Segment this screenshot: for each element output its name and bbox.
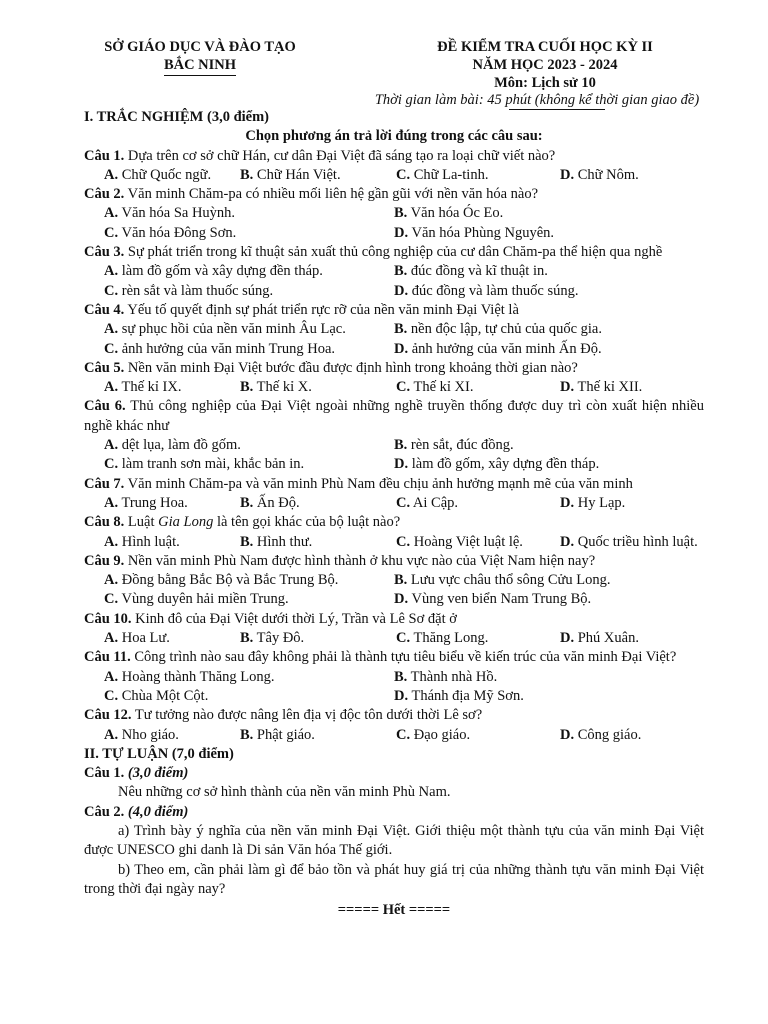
options-row bbox=[84, 455, 704, 474]
option-key: A. bbox=[104, 668, 119, 685]
options-row bbox=[84, 166, 704, 185]
answer-option bbox=[560, 726, 700, 745]
question-label: Câu 11. bbox=[84, 649, 131, 666]
question-2 bbox=[84, 185, 704, 204]
option-key: C. bbox=[104, 456, 119, 473]
answer-option bbox=[104, 590, 394, 609]
answer-option bbox=[104, 436, 394, 455]
option-text: Ấn Độ. bbox=[253, 494, 300, 511]
option-key: A. bbox=[104, 437, 119, 454]
exam-title-block bbox=[385, 38, 705, 92]
answer-option bbox=[394, 687, 684, 706]
option-key: A. bbox=[104, 321, 119, 338]
essay-q2-points: (4,0 điểm) bbox=[127, 803, 189, 820]
question-1 bbox=[84, 147, 704, 166]
option-text: Chữ La-tinh. bbox=[410, 166, 489, 183]
question-text: Thủ công nghiệp của Đại Việt ngoài những nghề truyền thống được duy trì còn xuất hiện nhiều nghề khác như bbox=[84, 398, 704, 434]
essay-question-1 bbox=[84, 764, 704, 783]
question-text: Nền văn minh Phù Nam được hình thành ở khu vực nào của Việt Nam hiện nay? bbox=[124, 552, 596, 569]
province-name: BẮC NINH bbox=[163, 57, 237, 73]
option-text: Quốc triều hình luật. bbox=[574, 533, 698, 550]
options-row bbox=[84, 378, 704, 397]
answer-option bbox=[104, 378, 240, 397]
answer-option bbox=[560, 494, 700, 513]
option-text: đúc đồng và kĩ thuật in. bbox=[407, 263, 548, 280]
answer-option bbox=[396, 378, 560, 397]
option-text: Văn hóa Óc Eo. bbox=[407, 205, 504, 222]
answer-option bbox=[104, 455, 394, 474]
option-key: B. bbox=[240, 494, 254, 511]
option-text: Hoàng Việt luật lệ. bbox=[410, 533, 523, 550]
option-text: rèn sắt và làm thuốc súng. bbox=[118, 282, 274, 299]
question-label: Câu 9. bbox=[84, 552, 125, 569]
answer-option bbox=[104, 262, 394, 281]
option-key: D. bbox=[394, 340, 409, 357]
essay-q2-part-b: b) Theo em, cần phải làm gì để bảo tồn và phát huy giá trị của những thành tựu văn minh Đại Việt trong thời đại ngày nay? bbox=[84, 861, 704, 897]
question-5 bbox=[84, 359, 704, 378]
option-key: A. bbox=[104, 166, 119, 183]
option-key: C. bbox=[396, 379, 411, 396]
question-text: Yếu tố quyết định sự phát triển rực rỡ của nền văn minh Đại Việt là bbox=[124, 301, 519, 318]
option-key: C. bbox=[396, 166, 411, 183]
option-text: ảnh hưởng của văn minh Ấn Độ. bbox=[408, 340, 602, 357]
answer-option bbox=[240, 726, 396, 745]
option-text: Chữ Nôm. bbox=[574, 166, 639, 183]
answer-option bbox=[104, 629, 240, 648]
option-text: Chữ Quốc ngữ. bbox=[118, 166, 212, 183]
options-row bbox=[84, 687, 704, 706]
option-text: Thăng Long. bbox=[410, 630, 489, 647]
option-text: Thánh địa Mỹ Sơn. bbox=[408, 687, 524, 704]
answer-option bbox=[104, 494, 240, 513]
question-7 bbox=[84, 475, 704, 494]
answer-option bbox=[104, 166, 240, 185]
option-text: Chùa Một Cột. bbox=[118, 687, 209, 704]
option-key: D. bbox=[560, 726, 575, 743]
answer-option bbox=[396, 726, 560, 745]
options-row bbox=[84, 726, 704, 745]
option-text: Đạo giáo. bbox=[410, 726, 471, 743]
question-text: là tên gọi khác của bộ luật nào? bbox=[213, 514, 401, 531]
question-label: Câu 8. bbox=[84, 514, 125, 531]
option-key: C. bbox=[396, 630, 411, 647]
essay-q2-label: Câu 2. bbox=[84, 803, 125, 820]
time-allowed: Thời gian làm bài: 45 phút (không kể thời gian giao đề) bbox=[374, 92, 700, 108]
option-key: B. bbox=[240, 533, 254, 550]
answer-option bbox=[560, 629, 700, 648]
option-key: C. bbox=[396, 726, 411, 743]
option-text: Phú Xuân. bbox=[574, 630, 639, 647]
options-row bbox=[84, 533, 704, 552]
answer-option bbox=[394, 590, 684, 609]
option-text: Hoa Lư. bbox=[118, 630, 170, 647]
option-text: Ai Cập. bbox=[410, 494, 459, 511]
header-underline bbox=[164, 75, 236, 76]
question-label: Câu 10. bbox=[84, 610, 132, 627]
option-key: B. bbox=[394, 321, 408, 338]
answer-option bbox=[104, 571, 394, 590]
option-text: Thành nhà Hồ. bbox=[407, 668, 498, 685]
options-row bbox=[84, 224, 704, 243]
option-text: Văn hóa Phùng Nguyên. bbox=[408, 224, 555, 241]
option-key: C. bbox=[104, 282, 119, 299]
question-text: Sự phát triển trong kĩ thuật sản xuất thủ công nghiệp của cư dân Chăm-pa thể hiện qua nghề bbox=[124, 244, 663, 261]
essay-question-2 bbox=[84, 803, 704, 822]
options-row bbox=[84, 340, 704, 359]
exam-header bbox=[0, 38, 768, 108]
option-key: D. bbox=[394, 224, 409, 241]
part2-title: II. TỰ LUẬN (7,0 điểm) bbox=[84, 745, 234, 762]
option-key: B. bbox=[240, 166, 254, 183]
option-text: Thế kỉ X. bbox=[253, 379, 312, 396]
exam-title: ĐỀ KIỂM TRA CUỐI HỌC KỲ II bbox=[437, 39, 653, 55]
options-row bbox=[84, 494, 704, 513]
question-text-italic: Gia Long bbox=[158, 514, 214, 531]
answer-option bbox=[396, 494, 560, 513]
part1-title: I. TRẮC NGHIỆM (3,0 điểm) bbox=[84, 109, 270, 125]
question-label: Câu 2. bbox=[84, 186, 125, 203]
answer-option bbox=[240, 629, 396, 648]
answer-option bbox=[104, 668, 394, 687]
option-key: D. bbox=[394, 591, 409, 608]
option-key: B. bbox=[240, 379, 254, 396]
question-text: Tư tưởng nào được nâng lên địa vị độc tôn dưới thời Lê sơ? bbox=[131, 707, 483, 724]
option-text: Trung Hoa. bbox=[118, 494, 188, 511]
question-label: Câu 1. bbox=[84, 147, 125, 164]
question-label: Câu 5. bbox=[84, 359, 125, 376]
answer-option bbox=[560, 533, 700, 552]
option-key: D. bbox=[560, 533, 575, 550]
answer-option bbox=[396, 629, 560, 648]
question-11 bbox=[84, 648, 704, 667]
essay-q1-text: Nêu những cơ sở hình thành của nền văn minh Phù Nam. bbox=[118, 784, 451, 801]
option-key: B. bbox=[394, 668, 408, 685]
answer-option bbox=[394, 455, 684, 474]
option-key: C. bbox=[104, 340, 119, 357]
option-key: B. bbox=[394, 205, 408, 222]
options-row bbox=[84, 571, 704, 590]
option-key: A. bbox=[104, 205, 119, 222]
department-block bbox=[84, 38, 316, 76]
option-text: rèn sắt, đúc đồng. bbox=[407, 437, 514, 454]
option-key: D. bbox=[394, 687, 409, 704]
option-text: Hoàng thành Thăng Long. bbox=[118, 668, 275, 685]
option-key: D. bbox=[560, 494, 575, 511]
option-key: B. bbox=[394, 263, 408, 280]
option-key: C. bbox=[396, 533, 411, 550]
option-key: A. bbox=[104, 263, 119, 280]
option-text: Hy Lạp. bbox=[574, 494, 626, 511]
question-12 bbox=[84, 706, 704, 725]
option-key: B. bbox=[240, 630, 254, 647]
answer-option bbox=[396, 533, 560, 552]
options-row bbox=[84, 436, 704, 455]
question-label: Câu 6. bbox=[84, 398, 126, 415]
options-row bbox=[84, 204, 704, 223]
option-key: A. bbox=[104, 494, 119, 511]
answer-option bbox=[396, 166, 560, 185]
option-key: B. bbox=[394, 437, 408, 454]
exam-body bbox=[84, 108, 704, 920]
option-key: A. bbox=[104, 726, 119, 743]
answer-option bbox=[240, 166, 396, 185]
answer-option bbox=[394, 668, 684, 687]
answer-option bbox=[394, 340, 684, 359]
answer-option bbox=[104, 687, 394, 706]
option-text: Thế kỉ IX. bbox=[118, 379, 182, 396]
question-text-pre: Luật bbox=[124, 514, 159, 531]
answer-option bbox=[560, 166, 700, 185]
option-text: Công giáo. bbox=[574, 726, 642, 743]
question-6 bbox=[84, 397, 704, 436]
answer-option bbox=[240, 533, 396, 552]
essay-q2-part-a: a) Trình bày ý nghĩa của nền văn minh Đại Việt. Giới thiệu một thành tựu của văn minh Đại Việt được UNESCO ghi danh là Di sản Văn hóa Thế giới. bbox=[84, 822, 704, 859]
option-text: Hình luật. bbox=[118, 533, 180, 550]
option-text: Phật giáo. bbox=[253, 726, 315, 743]
question-8 bbox=[84, 513, 704, 532]
options-row bbox=[84, 282, 704, 301]
question-text: Kinh đô của Đại Việt dưới thời Lý, Trần và Lê Sơ đặt ở bbox=[131, 610, 457, 627]
option-text: Văn hóa Sa Huỳnh. bbox=[118, 205, 236, 222]
option-key: D. bbox=[560, 630, 575, 647]
option-key: D. bbox=[560, 166, 575, 183]
option-text: Nho giáo. bbox=[118, 726, 179, 743]
department-name: SỞ GIÁO DỤC VÀ ĐÀO TẠO bbox=[104, 39, 296, 55]
option-text: Thế kỉ XI. bbox=[410, 379, 474, 396]
option-key: B. bbox=[240, 726, 254, 743]
part1-instruction: Chọn phương án trả lời đúng trong các câu sau: bbox=[245, 128, 543, 145]
option-key: A. bbox=[104, 379, 119, 396]
question-label: Câu 12. bbox=[84, 707, 132, 724]
options-row bbox=[84, 262, 704, 281]
answer-option bbox=[104, 224, 394, 243]
answer-option bbox=[104, 340, 394, 359]
answer-option bbox=[394, 571, 684, 590]
question-label: Câu 7. bbox=[84, 475, 125, 492]
question-10 bbox=[84, 610, 704, 629]
option-text: Đồng bằng Bắc Bộ và Bắc Trung Bộ. bbox=[118, 572, 339, 589]
options-row bbox=[84, 668, 704, 687]
option-key: C. bbox=[104, 224, 119, 241]
answer-option bbox=[394, 224, 684, 243]
option-key: D. bbox=[394, 456, 409, 473]
options-row bbox=[84, 590, 704, 609]
option-text: ảnh hưởng của văn minh Trung Hoa. bbox=[118, 340, 336, 357]
options-row bbox=[84, 629, 704, 648]
option-key: D. bbox=[394, 282, 409, 299]
option-text: làm đồ gốm và xây dựng đền tháp. bbox=[118, 263, 323, 280]
question-3 bbox=[84, 243, 704, 262]
answer-option bbox=[104, 282, 394, 301]
question-text: Văn minh Chăm-pa có nhiều mối liên hệ gần gũi với nền văn hóa nào? bbox=[124, 186, 538, 203]
essay-q1-label: Câu 1. bbox=[84, 765, 125, 782]
option-text: Lưu vực châu thổ sông Cửu Long. bbox=[407, 572, 611, 589]
option-text: Vùng duyên hải miền Trung. bbox=[118, 591, 289, 608]
question-label: Câu 3. bbox=[84, 244, 125, 261]
option-key: A. bbox=[104, 630, 119, 647]
option-text: làm đồ gốm, xây dựng đền tháp. bbox=[408, 456, 600, 473]
answer-option bbox=[104, 726, 240, 745]
answer-option bbox=[394, 262, 684, 281]
options-row bbox=[84, 320, 704, 339]
option-text: nền độc lập, tự chủ của quốc gia. bbox=[407, 321, 602, 338]
multiple-choice-list bbox=[84, 147, 704, 745]
option-text: Tây Đô. bbox=[253, 630, 305, 647]
question-text: Dựa trên cơ sở chữ Hán, cư dân Đại Việt đã sáng tạo ra loại chữ viết nào? bbox=[124, 147, 556, 164]
question-4 bbox=[84, 301, 704, 320]
option-text: Chữ Hán Việt. bbox=[253, 166, 341, 183]
option-text: Văn hóa Đông Sơn. bbox=[118, 224, 237, 241]
question-label: Câu 4. bbox=[84, 301, 125, 318]
answer-option bbox=[394, 282, 684, 301]
answer-option bbox=[240, 494, 396, 513]
answer-option bbox=[104, 320, 394, 339]
subject: Môn: Lịch sử 10 bbox=[494, 75, 596, 91]
question-text: Nền văn minh Đại Việt bước đầu được định hình trong khoảng thời gian nào? bbox=[124, 359, 578, 376]
option-key: C. bbox=[396, 494, 411, 511]
option-key: B. bbox=[394, 572, 408, 589]
question-text: Văn minh Chăm-pa và văn minh Phù Nam đều chịu ảnh hưởng mạnh mẽ của văn minh bbox=[124, 475, 633, 492]
answer-option bbox=[240, 378, 396, 397]
answer-option bbox=[394, 436, 684, 455]
answer-option bbox=[560, 378, 700, 397]
option-key: C. bbox=[104, 591, 119, 608]
question-9 bbox=[84, 552, 704, 571]
option-key: D. bbox=[560, 379, 575, 396]
option-text: sự phục hồi của nền văn minh Âu Lạc. bbox=[118, 321, 346, 338]
question-text: Công trình nào sau đây không phải là thành tựu tiêu biểu về kiến trúc của văn minh Đại Việt? bbox=[130, 649, 677, 666]
option-key: A. bbox=[104, 533, 119, 550]
answer-option bbox=[394, 204, 684, 223]
option-text: Vùng ven biển Nam Trung Bộ. bbox=[408, 591, 592, 608]
option-text: Hình thư. bbox=[253, 533, 313, 550]
answer-option bbox=[394, 320, 684, 339]
end-mark: ===== Hết ===== bbox=[337, 902, 451, 919]
option-key: C. bbox=[104, 687, 119, 704]
option-text: đúc đồng và làm thuốc súng. bbox=[408, 282, 579, 299]
option-key: A. bbox=[104, 572, 119, 589]
option-text: làm tranh sơn mài, khắc bản in. bbox=[118, 456, 305, 473]
answer-option bbox=[104, 204, 394, 223]
school-year: NĂM HỌC 2023 - 2024 bbox=[472, 57, 618, 73]
option-text: Thế kỉ XII. bbox=[574, 379, 643, 396]
answer-option bbox=[104, 533, 240, 552]
essay-q1-points: (3,0 điểm) bbox=[127, 765, 189, 782]
option-text: dệt lụa, làm đồ gốm. bbox=[118, 437, 241, 454]
